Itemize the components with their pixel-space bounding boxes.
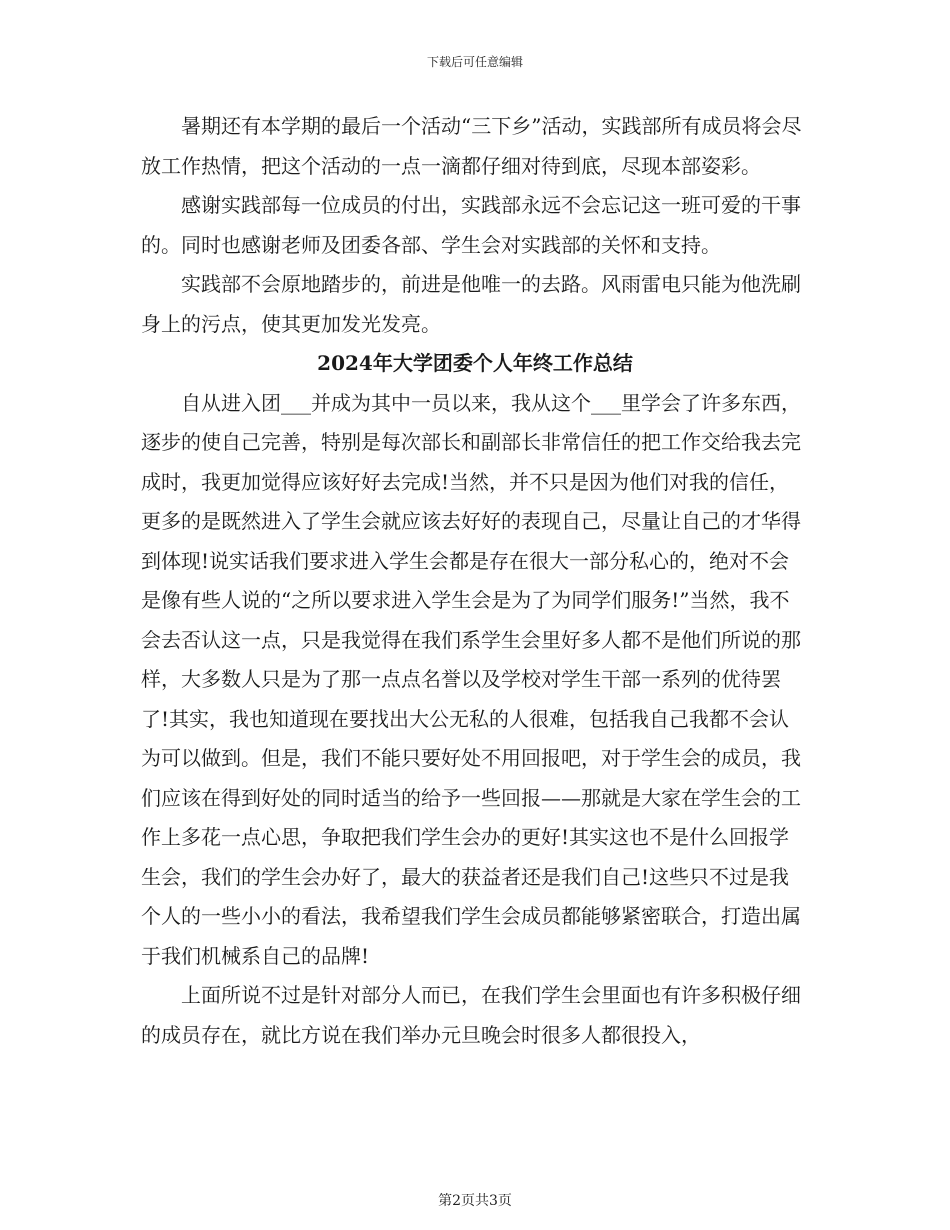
paragraph: 实践部不会原地踏步的，前进是他唯一的去路。风雨雷电只能为他洗刷身上的污点，使其更加发光发亮。 <box>141 272 801 336</box>
paragraph: 上面所说不过是针对部分人而已，在我们学生会里面也有许多积极仔细的成员存在，就比方说在我们举办元旦晚会时很多人都很投入， <box>141 983 801 1047</box>
page-header-note: 下载后可任意编辑 <box>426 55 523 69</box>
paragraph: 感谢实践部每一位成员的付出，实践部永远不会忘记这一班可爱的干事的。同时也感谢老师及团委各部、学生会对实践部的关怀和支持。 <box>141 193 801 257</box>
page-number: 第2页共3页 <box>438 1193 512 1209</box>
document-body <box>141 107 809 1055</box>
paragraph: 自从进入团___并成为其中一员以来，我从这个___里学会了许多东西，逐步的使自己完善，特别是每次部长和副部长非常信任的把工作交给我去完成时，我更加觉得应该好好去完成!当然，并不只是因为他们对我的信任，更多的是既然进入了学生会就应该去好好的表现自己，尽量让自己的才华得到体现!说实话我们要求进入学生会都是存在很大一部分私心的，绝对不会是像有些人说的“之所以要求进入学生会是为了为同学们服务!”当然，我不会去否认这一点，只是我觉得在我们系学生会里好多人都不是他们所说的那样，大多数人只是为了那一点点名誉以及学校对学生干部一系列的优待罢了!其实，我也知道现在要找出大公无私的人很难，包括我自己我都不会认为可以做到。但是，我们不能只要好处不用回报吧，对于学生会的成员，我们应该在得到好处的同时适当的给予一些回报——那就是大家在学生会的工作上多花一点心思，争取把我们学生会办的更好!其实这也不是什么回报学生会，我们的学生会办好了，最大的获益者还是我们自己!这些只不过是我个人的一些小小的看法，我希望我们学生会成员都能够紧密联合，打造出属于我们机械系自己的品牌! <box>141 390 801 968</box>
paragraph: 暑期还有本学期的最后一个活动“三下乡”活动，实践部所有成员将会尽放工作热情，把这个活动的一点一滴都仔细对待到底，尽现本部姿彩。 <box>141 114 802 178</box>
section-title: 2024年大学团委个人年终工作总结 <box>317 351 633 375</box>
